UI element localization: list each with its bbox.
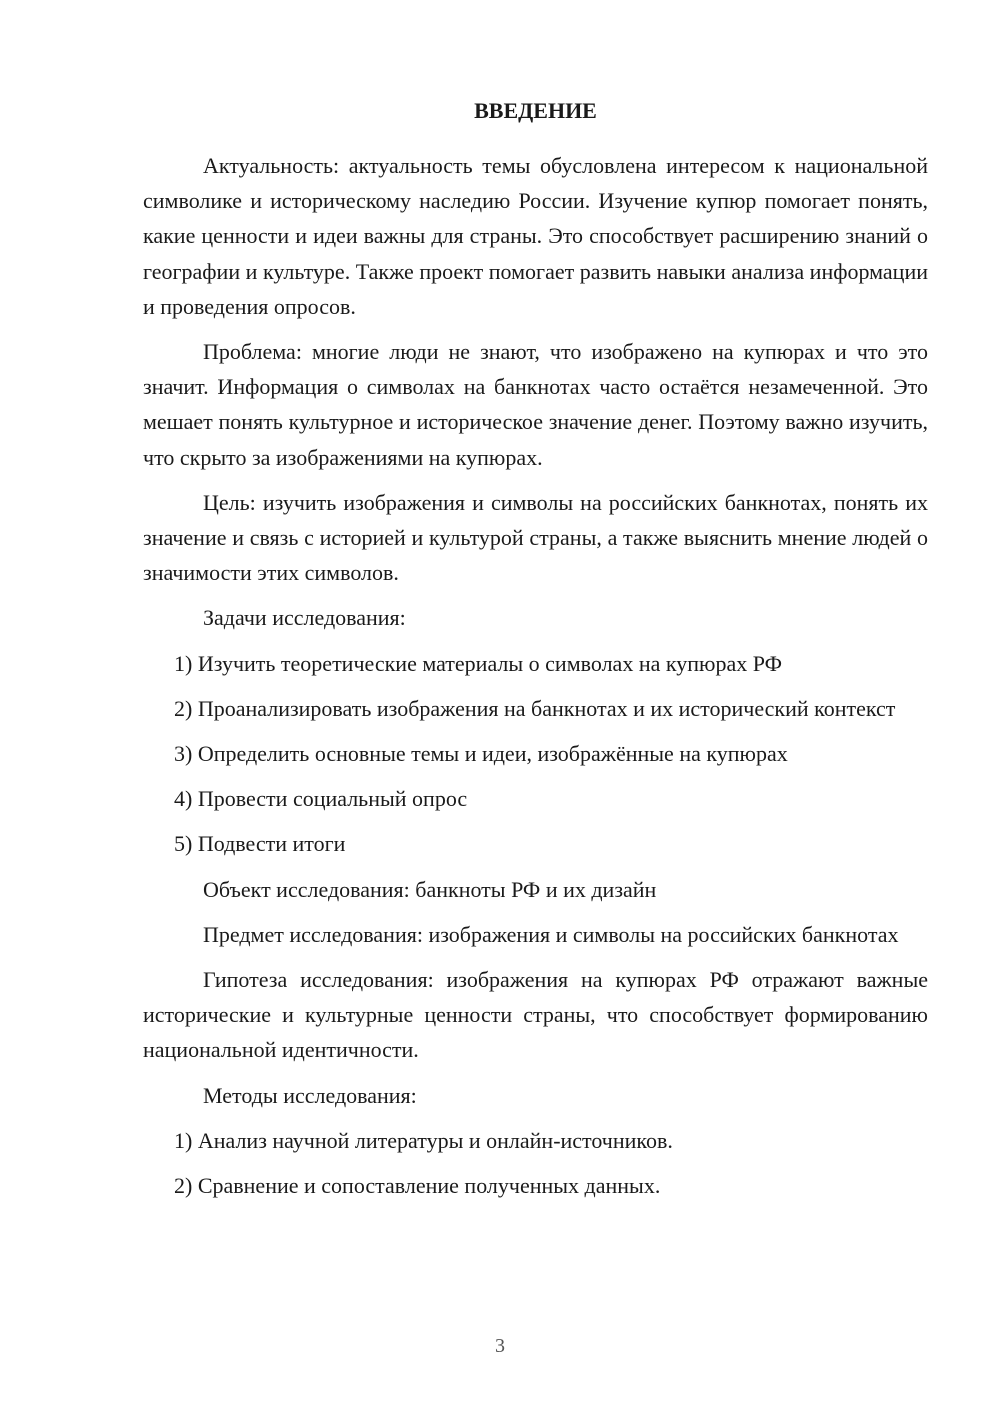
- method-item: 1) Анализ научной литературы и онлайн-источников.: [174, 1127, 673, 1153]
- task-item: 1) Изучить теоретические материалы о символах на купюрах РФ: [174, 650, 782, 676]
- task-item: 2) Проанализировать изображения на банкнотах и их исторический контекст: [174, 695, 896, 721]
- tasks-title: Задачи исследования:: [203, 605, 406, 631]
- section-heading: ВВЕДЕНИЕ: [474, 98, 597, 123]
- problem-paragraph: Проблема: многие люди не знают, что изображено на купюрах и что это значит. Информация о символах на банкнотах часто остаётся незамеченной. Это мешает понять культурное и историческое значение денег. Поэтому важно изучить, что скрыто за изображениями на купюрах.: [143, 339, 928, 470]
- hypothesis-paragraph: Гипотеза исследования: изображения на купюрах РФ отражают важные исторические и культурные ценности страны, что способствует формированию национальной идентичности.: [143, 967, 928, 1063]
- page-body: [143, 97, 928, 1213]
- methods-title: Методы исследования:: [203, 1082, 417, 1108]
- method-item: 2) Сравнение и сопоставление полученных данных.: [174, 1173, 661, 1199]
- object-paragraph: Объект исследования: банкноты РФ и их дизайн: [203, 876, 657, 902]
- task-item: 5) Подвести итоги: [174, 831, 346, 857]
- subject-paragraph: Предмет исследования: изображения и символы на российских банкнотах: [203, 921, 899, 947]
- relevance-paragraph: Актуальность: актуальность темы обусловлена интересом к национальной символике и историческому наследию России. Изучение купюр помогает понять, какие ценности и идеи важны для страны. Это способствует расширению знаний о географии и культуре. Также проект помогает развить навыки анализа информации и проведения опросов.: [143, 153, 928, 319]
- page-number: 3: [495, 1335, 505, 1357]
- task-item: 4) Провести социальный опрос: [174, 786, 468, 812]
- goal-paragraph: Цель: изучить изображения и символы на российских банкнотах, понять их значение и связь с историей и культурой страны, а также выяснить мнение людей о значимости этих символов.: [143, 489, 928, 586]
- task-item: 3) Определить основные темы и идеи, изображённые на купюрах: [174, 741, 788, 767]
